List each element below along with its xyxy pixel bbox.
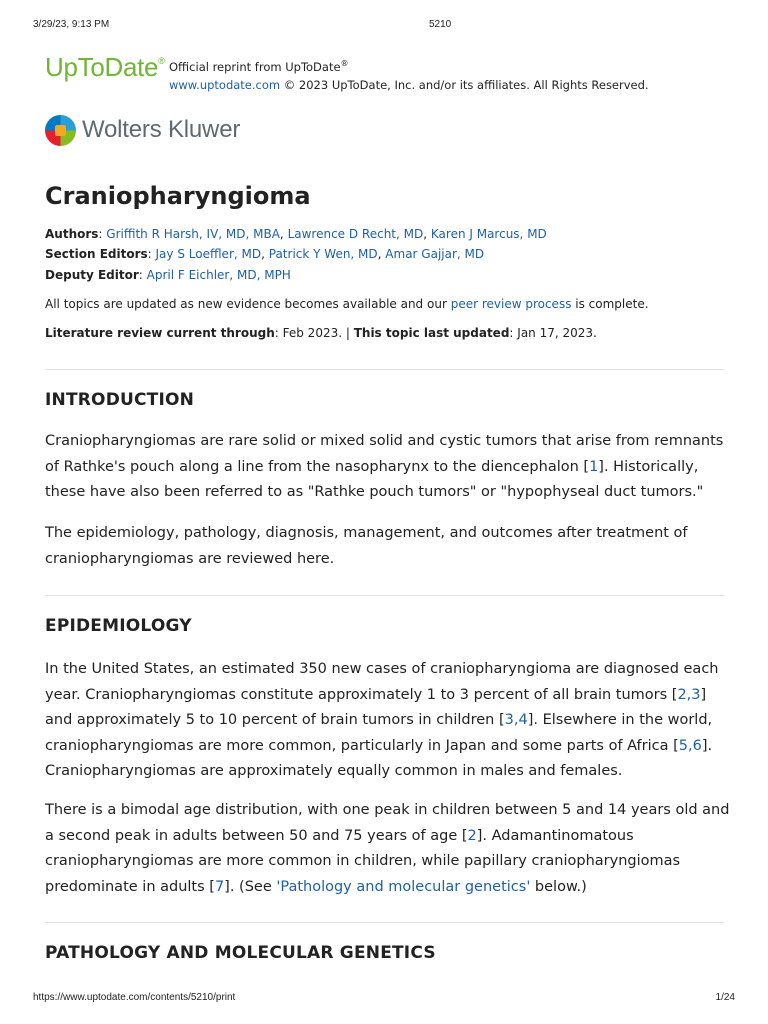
divider: [45, 922, 724, 923]
section-heading-epidemiology: EPIDEMIOLOGY: [45, 616, 192, 636]
epidemiology-paragraph-2: There is a bimodal age distribution, with one peak in children between 5 and 14 years old and a second peak in adults between 50 and 75 years of age [2]. Adamantinomatous craniopharyngiomas are more common in children, while papillary craniopharyngiomas predominate in adults [7]. (See 'Pathology and molecular genetics' below.): [45, 802, 730, 895]
deputy-editor-link[interactable]: April F Eichler, MD, MPH: [146, 268, 291, 282]
update-notice: [45, 297, 649, 311]
pathology-section-link[interactable]: 'Pathology and molecular genetics': [276, 878, 531, 895]
deputy-editor-label: Deputy Editor: [45, 268, 139, 282]
uptodate-logo[interactable]: [45, 52, 165, 83]
deputy-editor-row: Deputy Editor: April F Eichler, MD, MPH: [45, 268, 291, 282]
peer-review-link[interactable]: peer review process: [450, 297, 572, 311]
intro-paragraph-1: Craniopharyngiomas are rare solid or mixed solid and cystic tumors that arise from remnants of Rathke's pouch along a line from the nasopharynx to the diencephalon [1]. Historically, these have also been referred to as "Rathke pouch tumors" or "hypophyseal duct tumors.": [45, 433, 724, 500]
publisher-logo: [45, 114, 240, 146]
update-text-before: All topics are updated as new evidence becomes available and our: [45, 297, 447, 311]
section-editor-link[interactable]: Amar Gajjar, MD: [385, 247, 485, 261]
section-editor-link[interactable]: Patrick Y Wen, MD: [268, 247, 378, 261]
reference-link[interactable]: 7: [214, 878, 225, 895]
update-text-after: is complete.: [575, 297, 649, 311]
author-link[interactable]: Griffith R Harsh, IV, MD, MBA: [106, 227, 280, 241]
page-title: Craniopharyngioma: [45, 182, 311, 210]
print-footer: [0, 992, 768, 1006]
lit-label: Literature review current through: [45, 326, 275, 340]
section-editors-label: Section Editors: [45, 247, 148, 261]
publisher-name: Wolters Kluwer: [82, 116, 241, 143]
authors-label: Authors: [45, 227, 99, 241]
section-editor-link[interactable]: Jay S Loeffler, MD: [155, 247, 262, 261]
section-editors-row: Section Editors: Jay S Loeffler, MD, Patrick Y Wen, MD, Amar Gajjar, MD: [45, 247, 485, 261]
authors-row: Authors: Griffith R Harsh, IV, MD, MBA, Lawrence D Recht, MD, Karen J Marcus, MD: [45, 227, 547, 241]
epidemiology-paragraph-1: In the United States, an estimated 350 new cases of craniopharyngioma are diagnosed each year. Craniopharyngiomas constitute approximately 1 to 3 percent of all brain tumors [2,3] and approximately 5 to 10 percent of brain tumors in children [3,4]. Elsewhere in the world, craniopharyngiomas are more common, particularly in Japan and some parts of Africa [5,6]. Craniopharyngiomas are approximately equally common in males and females.: [45, 661, 719, 779]
section-heading-pathology: PATHOLOGY AND MOLECULAR GENETICS: [45, 943, 436, 963]
reference-link[interactable]: 2: [467, 827, 477, 844]
uptodate-logo-text: UpToDate: [45, 52, 159, 82]
divider: [45, 369, 724, 370]
section-heading-introduction: INTRODUCTION: [45, 390, 195, 410]
reprint-notice: [169, 55, 649, 94]
reference-link[interactable]: 2,3: [677, 686, 701, 703]
updated-label: This topic last updated: [353, 326, 510, 340]
print-header: [0, 19, 768, 33]
uptodate-site-link[interactable]: www.uptodate.com: [169, 77, 281, 92]
divider: [45, 595, 724, 596]
print-url: https://www.uptodate.com/contents/5210/print: [33, 992, 236, 1003]
reference-link[interactable]: 3,4: [504, 712, 528, 728]
lit-value: : Feb 2023. |: [274, 326, 354, 340]
reference-link[interactable]: 1: [589, 458, 599, 475]
intro-paragraph-2: The epidemiology, pathology, diagnosis, management, and outcomes after treatment of craniopharyngiomas are reviewed here.: [45, 525, 688, 567]
author-link[interactable]: Lawrence D Recht, MD: [287, 227, 424, 241]
reference-link[interactable]: 5,6: [678, 737, 702, 754]
copyright-text: © 2023 UpToDate, Inc. and/or its affiliates. All Rights Reserved.: [283, 77, 649, 92]
updated-value: : Jan 17, 2023.: [509, 326, 597, 340]
reprint-line: Official reprint from UpToDate: [169, 59, 341, 74]
page-number: 1/24: [715, 992, 735, 1003]
print-date: 3/29/23, 9:13 PM: [33, 19, 110, 30]
registered-mark: ®: [158, 56, 165, 66]
literature-review-row: [45, 326, 597, 340]
wolters-kluwer-icon: [45, 115, 76, 146]
reprint-registered-mark: ®: [340, 59, 349, 68]
author-link[interactable]: Karen J Marcus, MD: [430, 227, 547, 241]
print-title: 5210: [429, 19, 452, 30]
